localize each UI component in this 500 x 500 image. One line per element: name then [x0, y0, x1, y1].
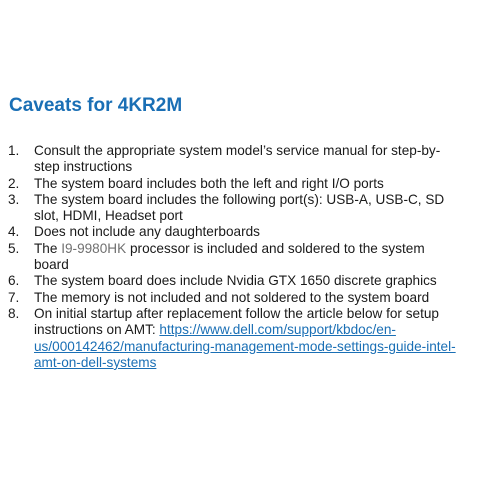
amt-article-link-end[interactable]	[34, 355, 492, 371]
item-text: The memory is not included and not soldered to the system board	[34, 289, 430, 305]
item-text-continued: board	[34, 257, 69, 273]
item-text-prefix: instructions on AMT:	[34, 322, 160, 338]
item-text: processor is included and soldered to the system	[126, 240, 425, 256]
item-text: The system board includes the following port(s): USB-A, USB-C, SD	[34, 191, 445, 207]
item-text: Does not include any daughterboards	[34, 224, 260, 240]
link-text-part-3: amt-on-dell-systems	[34, 354, 157, 370]
list-item	[0, 273, 492, 289]
link-text-part-1: https://www.dell.com/support/kbdoc/en-	[159, 322, 396, 338]
item-number: 5.	[8, 240, 20, 256]
amt-article-link-continued[interactable]	[34, 339, 492, 355]
list-item	[0, 192, 492, 225]
list-item	[0, 143, 492, 176]
processor-model: I9-9980HK	[61, 240, 127, 256]
item-number: 8.	[8, 305, 20, 321]
caveats-list	[0, 143, 492, 371]
list-item	[0, 224, 492, 240]
item-text: On initial startup after replacement follow the article below for setup	[34, 305, 439, 321]
list-item	[0, 176, 492, 192]
item-text: The system board includes both the left and right I/O ports	[34, 175, 384, 191]
page-title: Caveats for 4KR2M	[9, 95, 183, 116]
item-text-continued: step instructions	[34, 159, 133, 175]
list-item	[0, 306, 492, 371]
item-number: 1.	[8, 143, 20, 158]
link-text-part-2: us/000142462/manufacturing-management-mode-settings-guide-intel-	[34, 338, 456, 354]
item-number: 3.	[8, 191, 20, 207]
list-item	[0, 241, 492, 274]
amt-article-link[interactable]	[159, 322, 396, 337]
list-item	[0, 290, 492, 306]
item-number: 6.	[8, 273, 20, 289]
item-text-continued: slot, HDMI, Headset port	[34, 208, 183, 224]
item-number: 2.	[8, 175, 20, 191]
item-number: 7.	[8, 289, 20, 305]
item-number: 4.	[8, 224, 20, 240]
item-text-prefix: The	[34, 240, 62, 256]
item-text: Consult the appropriate system model’s service manual for step-by-	[34, 143, 441, 158]
item-text: The system board does include Nvidia GTX 1650 discrete graphics	[34, 273, 437, 289]
